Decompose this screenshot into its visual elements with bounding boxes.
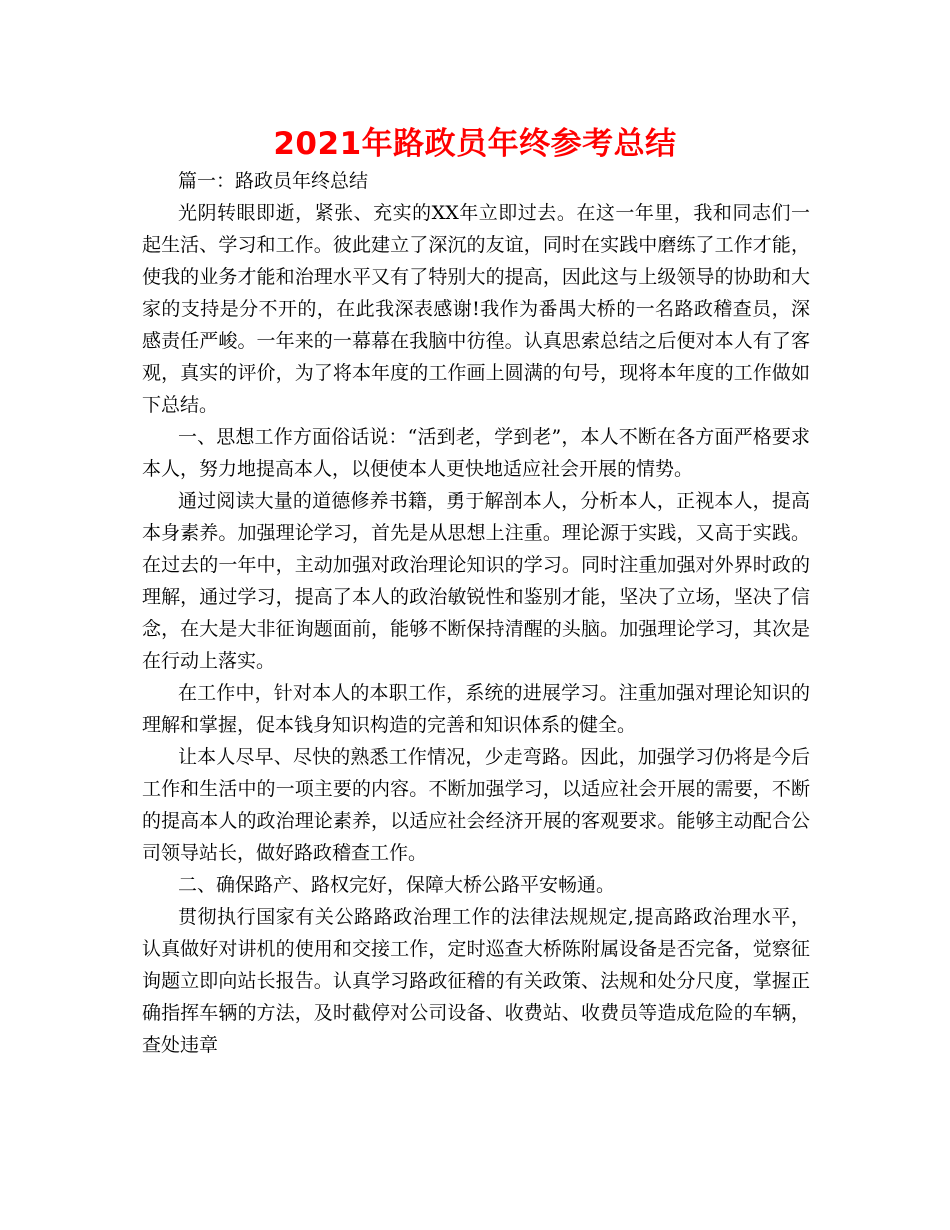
document-body	[142, 165, 810, 1061]
paragraph: 让本人尽早、尽快的熟悉工作情况，少走弯路。因此，加强学习仍将是今后工作和生活中的一项主要的内容。不断加强学习，以适应社会开展的需要，不断的提高本人的政治理论素养，以适应社会经济开展的客观要求。能够主动配合公司领导站长，做好路政稽查工作。	[142, 746, 810, 864]
paragraph: 在工作中，针对本人的本职工作，系统的进展学习。注重加强对理论知识的理解和掌握，促本钱身知识构造的完善和知识体系的健全。	[142, 682, 810, 736]
paragraph: 光阴转眼即逝，紧张、充实的XX年立即过去。在这一年里，我和同志们一起生活、学习和工作。彼此建立了深沉的友谊，同时在实践中磨练了工作才能，使我的业务才能和治理水平又有了特别大的提高，因此这与上级领导的协助和大家的支持是分不开的，在此我深表感谢!我作为番禺大桥的一名路政稽查员，深感责任严峻。一年来的一幕幕在我脑中彷徨。认真思索总结之后便对本人有了客观，真实的评价，为了将本年度的工作画上圆满的句号，现将本年度的工作做如下总结。	[142, 202, 810, 416]
paragraph: 一、思想工作方面俗话说：“活到老，学到老”，本人不断在各方面严格要求本人，努力地提高本人，以便使本人更快地适应社会开展的情势。	[142, 426, 810, 480]
paragraph: 通过阅读大量的道德修养书籍，勇于解剖本人，分析本人，正视本人，提高本身素养。加强理论学习，首先是从思想上注重。理论源于实践，又高于实践。在过去的一年中，主动加强对政治理论知识的学习。同时注重加强对外界时政的理解，通过学习，提高了本人的政治敏锐性和鉴别才能，坚决了立场，坚决了信念，在大是大非征询题面前，能够不断保持清醒的头脑。加强理论学习，其次是在行动上落实。	[142, 490, 810, 672]
paragraph: 二、确保路产、路权完好，保障大桥公路平安畅通。	[178, 874, 616, 896]
section-heading: 篇一：路政员年终总结	[178, 170, 369, 192]
document-title: 2021年路政员年终参考总结	[273, 126, 677, 162]
paragraph: 贯彻执行国家有关公路路政治理工作的法律法规规定,提高路政治理水平，认真做好对讲机的使用和交接工作，定时巡查大桥陈附属设备是否完备，觉察征询题立即向站长报告。认真学习路政征稽的有关政策、法规和处分尺度，掌握正确指挥车辆的方法，及时截停对公司设备、收费站、收费员等造成危险的车辆，查处违章	[142, 906, 810, 1056]
